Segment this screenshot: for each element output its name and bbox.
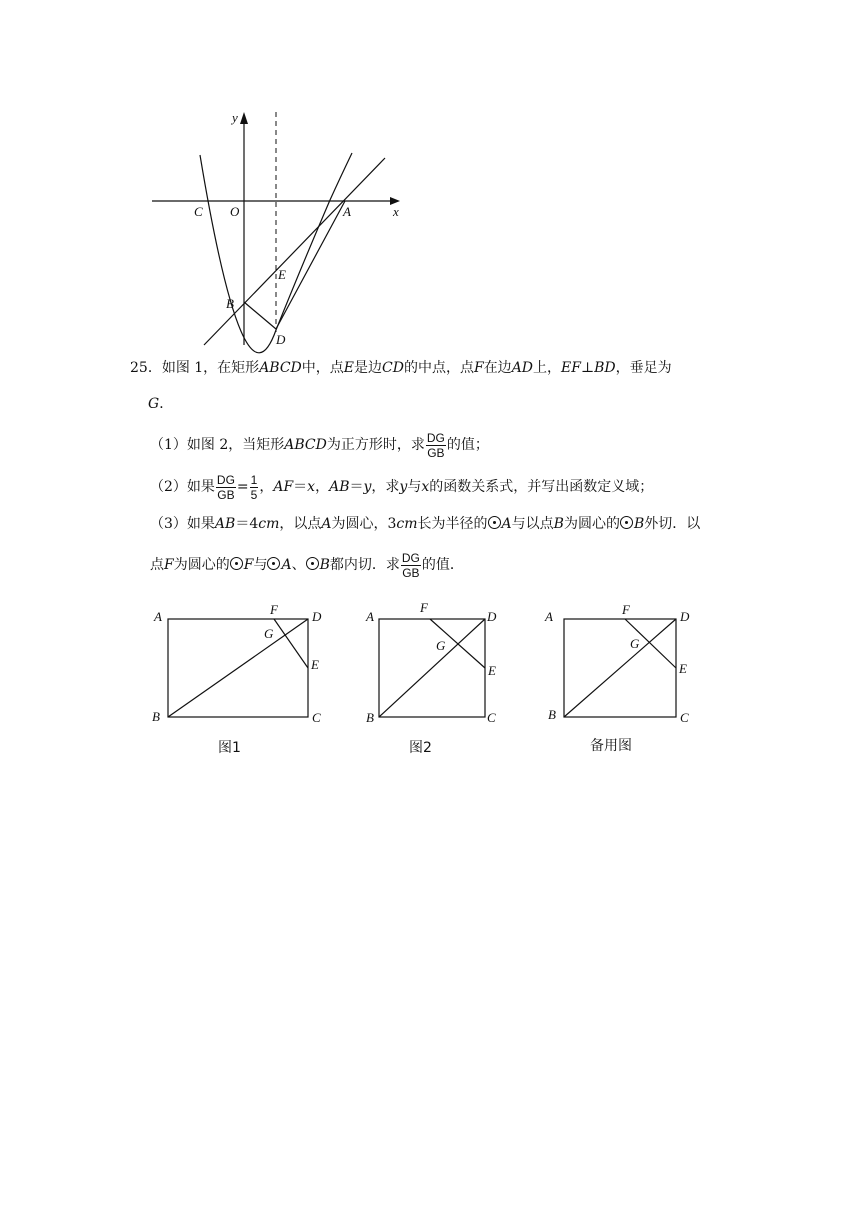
fig2-label-b: B (366, 710, 374, 725)
figure-1 (168, 619, 308, 717)
problem-stem-line1: 25．如图 1，在矩形ABCD中，点E是边CD的中点，点F在边AD上，EF⊥BD，垂足为 (130, 360, 672, 376)
circle-dot-icon (620, 516, 633, 529)
question-1: （1）如图 2，当矩形ABCD为正方形时，求 $\frac{DG}{GB}$ 的值； (150, 430, 489, 460)
fig2-label-d: D (487, 609, 497, 624)
fig2-label-f: F (420, 600, 428, 615)
fig2-label-c: C (487, 710, 496, 725)
diagonal-bd (564, 619, 676, 717)
spare-label-e: E (679, 661, 687, 676)
problem-number: 25． (130, 360, 162, 376)
segment-fe (274, 619, 308, 668)
problem-stem-line2: G． (148, 396, 174, 412)
fraction-dg-gb: $\frac{DG}{GB}$ (401, 550, 420, 580)
spare-label-a: A (545, 609, 553, 624)
origin-label: O (230, 204, 240, 219)
question-2: （2）如果 $\frac{DG}{GB}$ = $\frac{1}{5}$ ，AF＝x，AB＝y，求y与x的函数关系式，并写出函数定义域； (150, 472, 654, 502)
fig1-label-d: D (312, 609, 322, 624)
fraction-one-fifth: $\frac{1}{5}$ (250, 472, 258, 502)
point-c-label: C (194, 204, 203, 219)
fig1-label-b: B (152, 709, 160, 724)
spare-label-f: F (622, 602, 630, 617)
fig1-label-a: A (154, 609, 162, 624)
diagonal-bd (168, 619, 308, 717)
x-axis-label: x (393, 204, 399, 219)
line-ab (204, 158, 385, 345)
question-3-line2: 点F为圆心的 F与 A、 B都内切．求 $\frac{DG}{GB}$ 的值． (150, 550, 464, 580)
segment-bd (244, 302, 276, 329)
rectangle-figures (0, 600, 860, 800)
circle-dot-icon (230, 557, 243, 570)
fig1-label-c: C (312, 710, 321, 725)
spare-label-d: D (680, 609, 690, 624)
circle-dot-icon (488, 516, 501, 529)
point-b-label: B (226, 296, 234, 311)
question-3-line1: （3）如果AB＝4cm，以点A为圆心，3cm长为半径的 A与以点B为圆心的 B外切．以 (150, 516, 701, 532)
fig1-label-f: F (270, 602, 278, 617)
fig2-label-a: A (366, 609, 374, 624)
spare-label-c: C (680, 710, 689, 725)
fig1-label-e: E (311, 657, 319, 672)
fraction-dg-gb: $\frac{DG}{GB}$ (216, 472, 235, 502)
fig1-caption: 图1 (218, 740, 241, 756)
spare-label-b: B (548, 707, 556, 722)
figure-2 (379, 619, 485, 717)
circle-dot-icon (306, 557, 319, 570)
fig2-label-g: G (436, 638, 446, 653)
spare-label-g: G (630, 636, 640, 651)
fig2-caption: 图2 (409, 740, 432, 756)
fraction-dg-gb: $\frac{DG}{GB}$ (426, 430, 445, 460)
segment-ad (276, 201, 345, 329)
point-a-label: A (343, 204, 351, 219)
circle-dot-icon (267, 557, 280, 570)
figure-spare (564, 619, 676, 717)
parabola-figure (0, 0, 860, 360)
y-axis-arrow (240, 112, 248, 124)
diagonal-bd (379, 619, 485, 717)
point-d-label: D (276, 332, 286, 347)
point-e-label: E (278, 267, 286, 282)
y-axis-label: y (232, 110, 238, 125)
spare-caption: 备用图 (590, 738, 632, 754)
fig1-label-g: G (264, 626, 274, 641)
fig2-label-e: E (488, 663, 496, 678)
